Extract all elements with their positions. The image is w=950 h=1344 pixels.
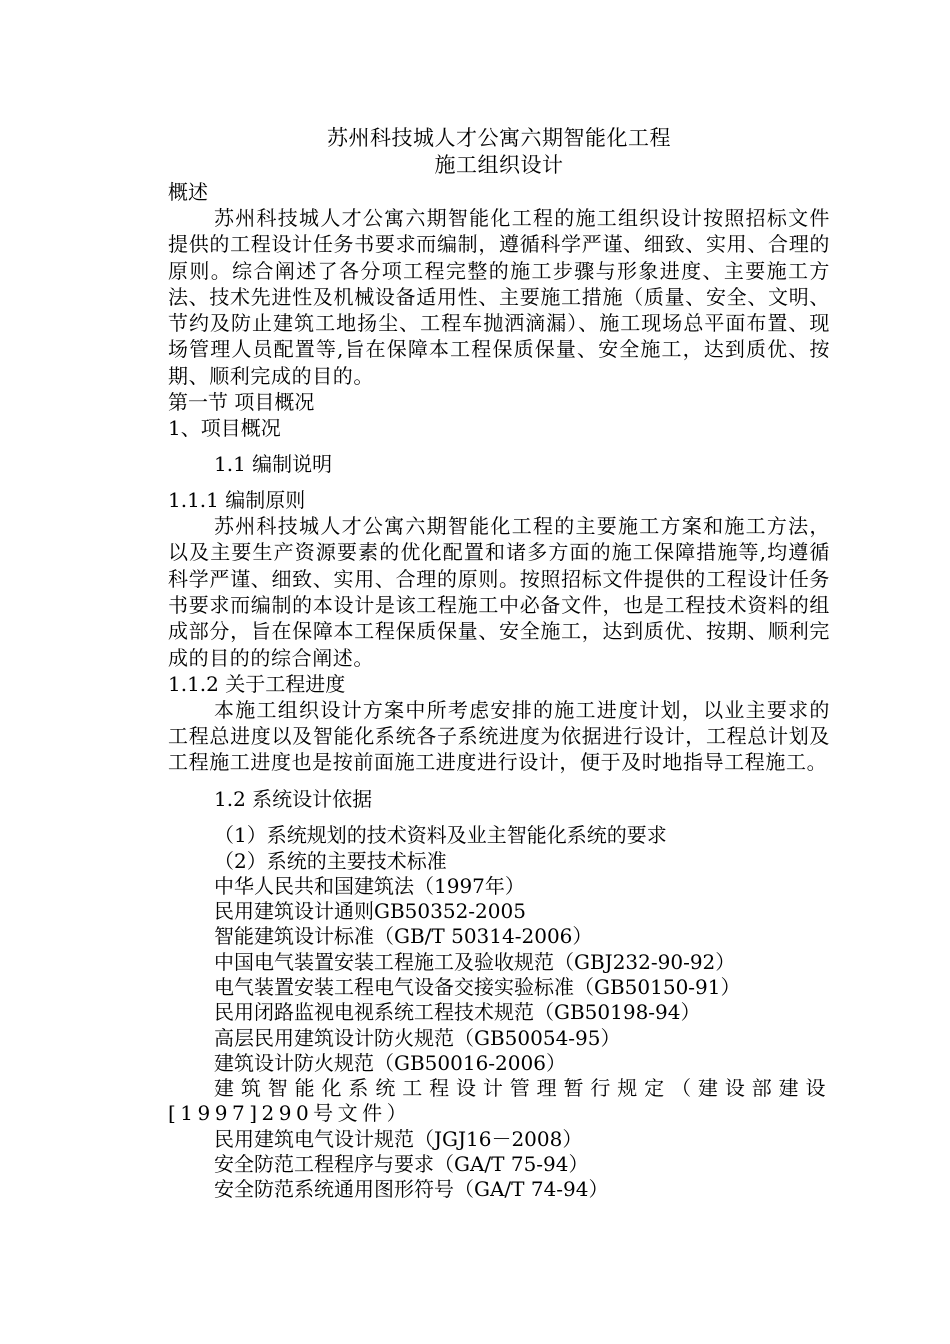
standards-list (168, 874, 830, 1203)
document-title-line-1: 苏州科技城人才公寓六期智能化工程 (327, 126, 671, 150)
standard-item: 民用闭路监视电视系统工程技术规范（GB50198-94） (214, 1000, 701, 1025)
standard-item: 安全防范工程程序与要求（GA/T 75-94） (214, 1152, 589, 1177)
standard-item: 民用建筑电气设计规范（JGJ16－2008） (214, 1126, 583, 1151)
overview-heading: 概述 (168, 180, 208, 204)
overview-paragraph: 苏州科技城人才公寓六期智能化工程的施工组织设计按照招标文件提供的工程设计任务书要求而编制，遵循科学严谨、细致、实用、合理的原则。综合阐述了各分项工程完整的施工步骤与形象进度、主要施工方法、技术先进性及机械设备适用性、主要施工措施（质量、安全、文明、节约及防止建筑工地扬尘、工程车抛洒滴漏）、施工现场总平面布置、现场管理人员配置等,旨在保障本工程保质保量、安全施工，达到质优、按期、顺利完成的目的。 (168, 206, 830, 388)
subsection-1-1-2-paragraph: 本施工组织设计方案中所考虑安排的施工进度计划，以业主要求的工程总进度以及智能化系统各子系统进度为依据进行设计，工程总计划及工程施工进度也是按前面施工进度进行设计，便于及时地指导工程施工。 (168, 697, 830, 775)
subsection-1-1-1-heading: 1.1.1 编制原则 (168, 488, 306, 513)
subsection-1-1-2-heading: 1.1.2 关于工程进度 (168, 671, 346, 696)
subsection-1-heading: 1、项目概况 (168, 416, 281, 441)
standard-item: 民用建筑设计通则GB50352-2005 (214, 899, 526, 924)
document-page (168, 125, 830, 1203)
subsection-1-1-1-paragraph: 苏州科技城人才公寓六期智能化工程的主要施工方案和施工方法，以及主要生产资源要素的优化配置和诸多方面的施工保障措施等,均遵循科学严谨、细致、实用、合理的原则。按照招标文件提供的工程设计任务书要求而编制的本设计是该工程施工中必备文件，也是工程技术资料的组成部分，旨在保障本工程保质保量、安全施工，达到质优、按期、顺利完成的目的的综合阐述。 (168, 514, 830, 670)
subsection-1-1-heading: 1.1 编制说明 (214, 452, 333, 477)
standard-item: 建筑智能化系统工程设计管理暂行规定（建设部建设[1997]290号文件） (168, 1076, 830, 1126)
standard-item: 中华人民共和国建筑法（1997年） (214, 873, 525, 898)
standard-item: 电气装置安装工程电气设备交接实验标准（GB50150-91） (214, 974, 741, 999)
section-1-heading: 第一节 项目概况 (168, 390, 315, 415)
standard-item: 高层民用建筑设计防火规范（GB50054-95） (214, 1025, 621, 1050)
standard-item: 智能建筑设计标准（GB/T 50314-2006） (214, 924, 593, 949)
standard-item: 安全防范系统通用图形符号（GA/T 74-94） (214, 1177, 609, 1202)
document-title-line-2: 施工组织设计 (434, 153, 564, 177)
standard-item: 中国电气装置安装工程施工及验收规范（GBJ232-90-92） (214, 949, 736, 974)
basis-item-1: （1）系统规划的技术资料及业主智能化系统的要求 (214, 822, 667, 847)
basis-item-2: （2）系统的主要技术标准 (214, 848, 447, 873)
standard-item: 建筑设计防火规范（GB50016-2006） (214, 1050, 566, 1075)
subsection-1-2-heading: 1.2 系统设计依据 (214, 786, 373, 811)
